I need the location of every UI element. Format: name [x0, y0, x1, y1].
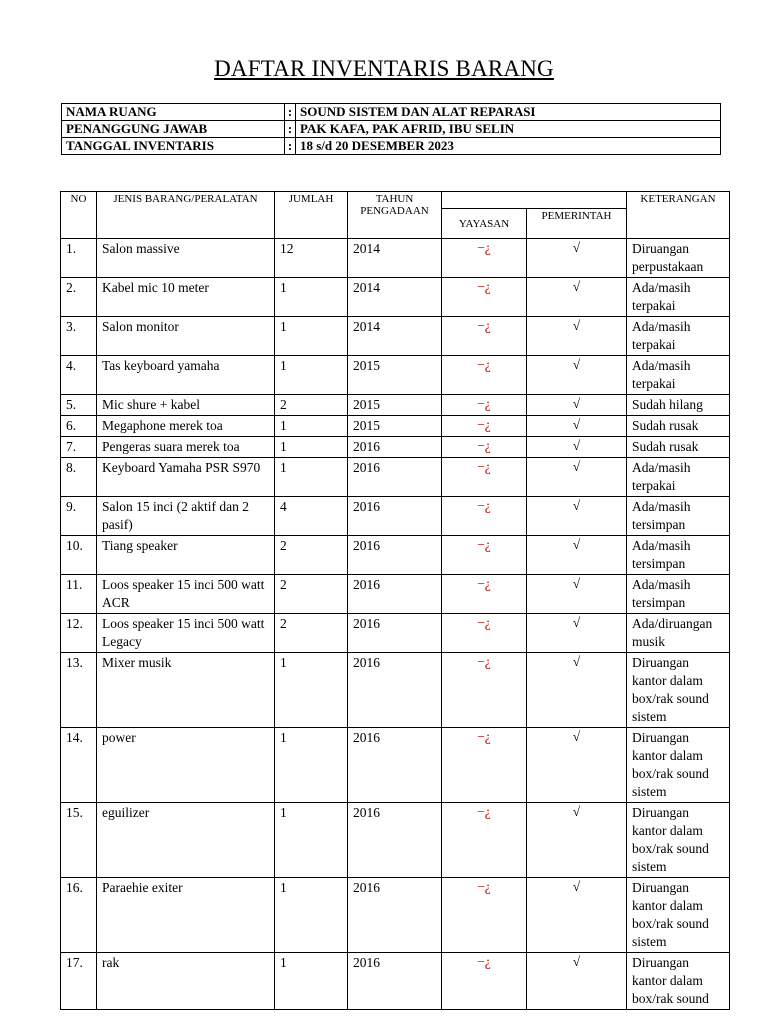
info-colon: : [285, 121, 296, 138]
cell-year: 2016 [348, 878, 442, 953]
table-row [61, 278, 730, 317]
cell-note: Ada/diruangan musik [627, 614, 730, 653]
table-row [61, 497, 730, 536]
cell-pemerintah: √ [527, 497, 627, 536]
info-value: SOUND SISTEM DAN ALAT REPARASI [296, 104, 721, 121]
table-row [61, 458, 730, 497]
cell-qty: 1 [275, 458, 348, 497]
cell-no: 2. [61, 278, 97, 317]
cell-pemerintah: √ [527, 536, 627, 575]
cell-year: 2016 [348, 653, 442, 728]
cell-yayasan: −¿ [442, 458, 527, 497]
table-row [61, 437, 730, 458]
table-row [61, 803, 730, 878]
cell-note: Ada/masih terpakai [627, 317, 730, 356]
cell-pemerintah: √ [527, 239, 627, 278]
cell-year: 2016 [348, 437, 442, 458]
cell-item: Megaphone merek toa [97, 416, 275, 437]
cell-note: Sudah rusak [627, 416, 730, 437]
info-label: NAMA RUANG [62, 104, 285, 121]
cell-item: Salon monitor [97, 317, 275, 356]
cell-note: Diruangan kantor dalam box/rak sound sistem [627, 878, 730, 953]
table-row [61, 416, 730, 437]
cell-yayasan: −¿ [442, 437, 527, 458]
cell-qty: 4 [275, 497, 348, 536]
info-value: PAK KAFA, PAK AFRID, IBU SELIN [296, 121, 721, 138]
info-row [62, 104, 721, 121]
header-keterangan: KETERANGAN [627, 192, 730, 239]
info-label: PENANGGUNG JAWAB [62, 121, 285, 138]
info-colon: : [285, 104, 296, 121]
cell-qty: 1 [275, 953, 348, 1010]
cell-qty: 1 [275, 437, 348, 458]
table-row [61, 953, 730, 1010]
cell-pemerintah: √ [527, 728, 627, 803]
table-row [61, 356, 730, 395]
cell-qty: 1 [275, 317, 348, 356]
cell-no: 16. [61, 878, 97, 953]
cell-yayasan: −¿ [442, 416, 527, 437]
cell-qty: 2 [275, 575, 348, 614]
cell-no: 5. [61, 395, 97, 416]
cell-item: Tiang speaker [97, 536, 275, 575]
cell-yayasan: −¿ [442, 728, 527, 803]
cell-pemerintah: √ [527, 395, 627, 416]
table-header-row [61, 192, 730, 209]
cell-yayasan: −¿ [442, 536, 527, 575]
cell-item: Paraehie exiter [97, 878, 275, 953]
table-row [61, 239, 730, 278]
cell-no: 9. [61, 497, 97, 536]
cell-no: 11. [61, 575, 97, 614]
cell-year: 2014 [348, 239, 442, 278]
table-row [61, 653, 730, 728]
cell-item: Salon massive [97, 239, 275, 278]
inventory-table [60, 191, 730, 1010]
header-yayasan: YAYASAN [442, 209, 527, 239]
cell-note: Ada/masih tersimpan [627, 497, 730, 536]
cell-item: Loos speaker 15 inci 500 watt Legacy [97, 614, 275, 653]
cell-year: 2016 [348, 728, 442, 803]
cell-item: Salon 15 inci (2 aktif dan 2 pasif) [97, 497, 275, 536]
cell-qty: 1 [275, 878, 348, 953]
table-row [61, 536, 730, 575]
cell-note: Diruangan perpustakaan [627, 239, 730, 278]
cell-item: Mixer musik [97, 653, 275, 728]
cell-item: Pengeras suara merek toa [97, 437, 275, 458]
cell-item: rak [97, 953, 275, 1010]
cell-note: Diruangan kantor dalam box/rak sound sistem [627, 728, 730, 803]
cell-item: Tas keyboard yamaha [97, 356, 275, 395]
cell-note: Ada/masih tersimpan [627, 575, 730, 614]
table-row [61, 317, 730, 356]
cell-note: Ada/masih terpakai [627, 278, 730, 317]
cell-note: Sudah hilang [627, 395, 730, 416]
header-tahun: TAHUN PENGADAAN [348, 192, 442, 239]
info-table [61, 103, 721, 155]
table-row [61, 395, 730, 416]
cell-pemerintah: √ [527, 803, 627, 878]
cell-year: 2016 [348, 536, 442, 575]
cell-note: Ada/masih terpakai [627, 458, 730, 497]
info-value: 18 s/d 20 DESEMBER 2023 [296, 138, 721, 155]
cell-note: Diruangan kantor dalam box/rak sound [627, 953, 730, 1010]
cell-qty: 1 [275, 278, 348, 317]
cell-note: Sudah rusak [627, 437, 730, 458]
cell-qty: 1 [275, 356, 348, 395]
table-row [61, 575, 730, 614]
cell-no: 14. [61, 728, 97, 803]
cell-no: 7. [61, 437, 97, 458]
cell-item: Loos speaker 15 inci 500 watt ACR [97, 575, 275, 614]
cell-pemerintah: √ [527, 878, 627, 953]
cell-pemerintah: √ [527, 416, 627, 437]
cell-year: 2014 [348, 278, 442, 317]
cell-item: Mic shure + kabel [97, 395, 275, 416]
cell-year: 2016 [348, 953, 442, 1010]
info-colon: : [285, 138, 296, 155]
cell-qty: 2 [275, 614, 348, 653]
cell-yayasan: −¿ [442, 278, 527, 317]
info-row [62, 138, 721, 155]
cell-yayasan: −¿ [442, 497, 527, 536]
cell-no: 1. [61, 239, 97, 278]
cell-no: 8. [61, 458, 97, 497]
cell-no: 4. [61, 356, 97, 395]
cell-pemerintah: √ [527, 356, 627, 395]
cell-year: 2015 [348, 356, 442, 395]
cell-no: 10. [61, 536, 97, 575]
cell-item: eguilizer [97, 803, 275, 878]
cell-year: 2016 [348, 803, 442, 878]
cell-qty: 12 [275, 239, 348, 278]
cell-no: 13. [61, 653, 97, 728]
table-row [61, 878, 730, 953]
table-row [61, 614, 730, 653]
cell-qty: 2 [275, 536, 348, 575]
cell-qty: 1 [275, 416, 348, 437]
cell-year: 2016 [348, 497, 442, 536]
cell-no: 12. [61, 614, 97, 653]
cell-item: Keyboard Yamaha PSR S970 [97, 458, 275, 497]
cell-note: Ada/masih tersimpan [627, 536, 730, 575]
cell-yayasan: −¿ [442, 614, 527, 653]
cell-item: Kabel mic 10 meter [97, 278, 275, 317]
cell-yayasan: −¿ [442, 803, 527, 878]
cell-year: 2015 [348, 416, 442, 437]
cell-year: 2014 [348, 317, 442, 356]
header-jenis: JENIS BARANG/PERALATAN [97, 192, 275, 239]
cell-year: 2016 [348, 575, 442, 614]
info-row [62, 121, 721, 138]
cell-no: 17. [61, 953, 97, 1010]
cell-yayasan: −¿ [442, 356, 527, 395]
cell-yayasan: −¿ [442, 653, 527, 728]
cell-yayasan: −¿ [442, 953, 527, 1010]
cell-pemerintah: √ [527, 278, 627, 317]
cell-no: 15. [61, 803, 97, 878]
cell-note: Ada/masih terpakai [627, 356, 730, 395]
cell-yayasan: −¿ [442, 395, 527, 416]
cell-pemerintah: √ [527, 614, 627, 653]
cell-pemerintah: √ [527, 575, 627, 614]
cell-qty: 1 [275, 728, 348, 803]
cell-pemerintah: √ [527, 437, 627, 458]
header-no: NO [61, 192, 97, 239]
cell-year: 2016 [348, 614, 442, 653]
table-row [61, 728, 730, 803]
header-jumlah: JUMLAH [275, 192, 348, 239]
cell-yayasan: −¿ [442, 317, 527, 356]
cell-year: 2016 [348, 458, 442, 497]
cell-qty: 1 [275, 653, 348, 728]
info-label: TANGGAL INVENTARIS [62, 138, 285, 155]
cell-item: power [97, 728, 275, 803]
cell-qty: 1 [275, 803, 348, 878]
cell-pemerintah: √ [527, 458, 627, 497]
cell-yayasan: −¿ [442, 575, 527, 614]
cell-pemerintah: √ [527, 953, 627, 1010]
header-source-group [442, 192, 627, 209]
header-pemerintah: PEMERINTAH [527, 209, 627, 239]
cell-qty: 2 [275, 395, 348, 416]
cell-note: Diruangan kantor dalam box/rak sound sistem [627, 653, 730, 728]
cell-no: 6. [61, 416, 97, 437]
document-title: DAFTAR INVENTARIS BARANG [214, 56, 554, 81]
cell-yayasan: −¿ [442, 878, 527, 953]
cell-pemerintah: √ [527, 653, 627, 728]
cell-note: Diruangan kantor dalam box/rak sound sistem [627, 803, 730, 878]
cell-yayasan: −¿ [442, 239, 527, 278]
cell-no: 3. [61, 317, 97, 356]
cell-pemerintah: √ [527, 317, 627, 356]
cell-year: 2015 [348, 395, 442, 416]
